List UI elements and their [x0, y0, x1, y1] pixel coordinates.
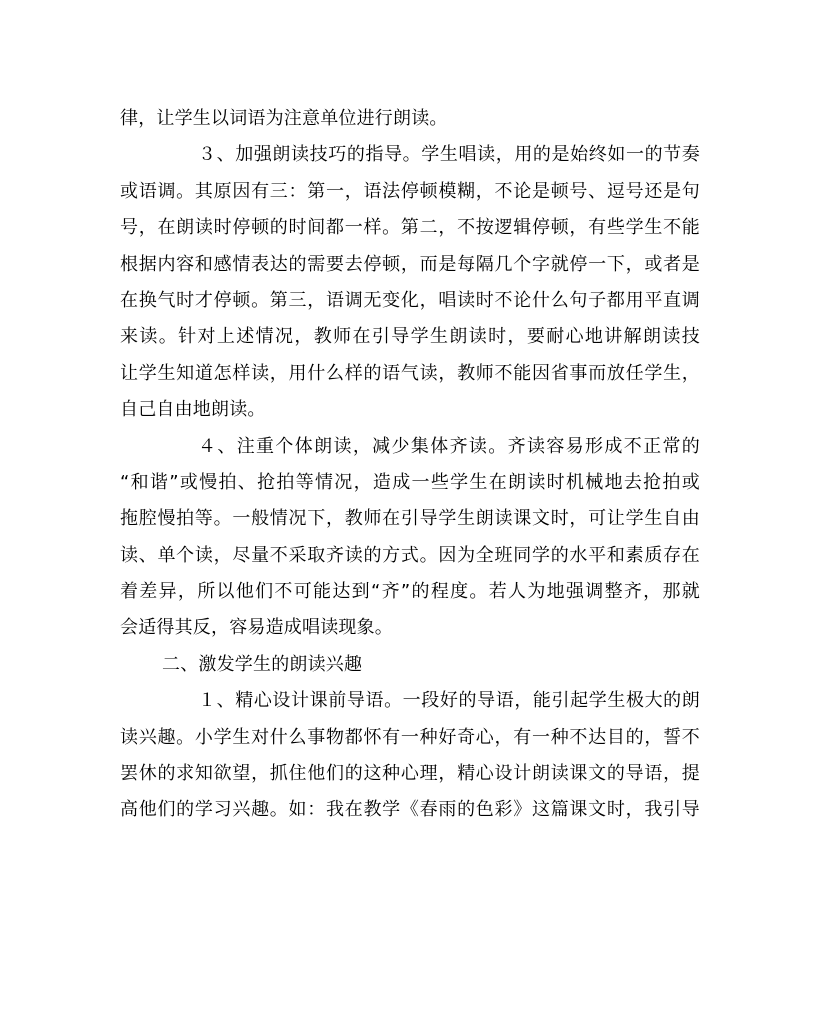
paragraph-item-1: [120, 683, 700, 829]
text-line: 根据内容和感情表达的需要去停顿，而是每隔几个字就停一下，或者是: [120, 253, 700, 275]
text-line: 让学生知道怎样读，用什么样的语气读，教师不能因省事而放任学生，: [120, 362, 700, 384]
section-heading: [120, 647, 700, 683]
paragraph-continuation: [120, 101, 700, 137]
text-line: 或语调。其原因有三：第一，语法停顿模糊，不论是顿号、逗号还是句: [120, 180, 700, 202]
paragraph-item-3: [120, 137, 700, 428]
text-line: “和谐”或慢拍、抢拍等情况，造成一些学生在朗读时机械地去抢拍或: [120, 471, 700, 493]
text-line: ４、注重个体朗读，减少集体齐读。齐读容易形成不正常的: [198, 435, 700, 457]
text-line: 着差异，所以他们不可能达到“齐”的程度。若人为地强调整齐，那就: [120, 581, 700, 603]
text-line: 来读。针对上述情况，教师在引导学生朗读时，要耐心地讲解朗读技: [120, 326, 700, 348]
text-line: 读、单个读，尽量不采取齐读的方式。因为全班同学的水平和素质存在: [120, 544, 700, 566]
text-line: ３、加强朗读技巧的指导。学生唱读，用的是始终如一的节奏: [198, 144, 700, 166]
text-line: 律，让学生以词语为注意单位进行朗读。: [120, 108, 448, 129]
text-line: 自己自由地朗读。: [120, 399, 266, 421]
text-line: 读兴趣。小学生对什么事物都怀有一种好奇心，有一种不达目的，誓不: [120, 726, 700, 748]
text-line: 号，在朗读时停顿的时间都一样。第二，不按逻辑停顿，有些学生不能: [120, 217, 700, 239]
text-line: 罢休的求知欲望，抓住他们的这种心理，精心设计朗读课文的导语，提: [120, 763, 700, 785]
text-line: 高他们的学习兴趣。如：我在教学《春雨的色彩》这篇课文时，我引导: [120, 799, 700, 821]
document-body: [120, 101, 700, 829]
text-line: 会适得其反，容易造成唱读现象。: [120, 617, 393, 639]
text-line: 在换气时才停顿。第三，语调无变化，唱读时不论什么句子都用平直调: [120, 289, 700, 311]
text-line: １、精心设计课前导语。一段好的导语，能引起学生极大的朗: [198, 690, 700, 712]
section-heading-text: 二、激发学生的朗读兴趣: [162, 653, 363, 675]
text-line: 拖腔慢拍等。一般情况下，教师在引导学生朗读课文时，可让学生自由: [120, 508, 700, 530]
paragraph-item-4: [120, 429, 700, 647]
